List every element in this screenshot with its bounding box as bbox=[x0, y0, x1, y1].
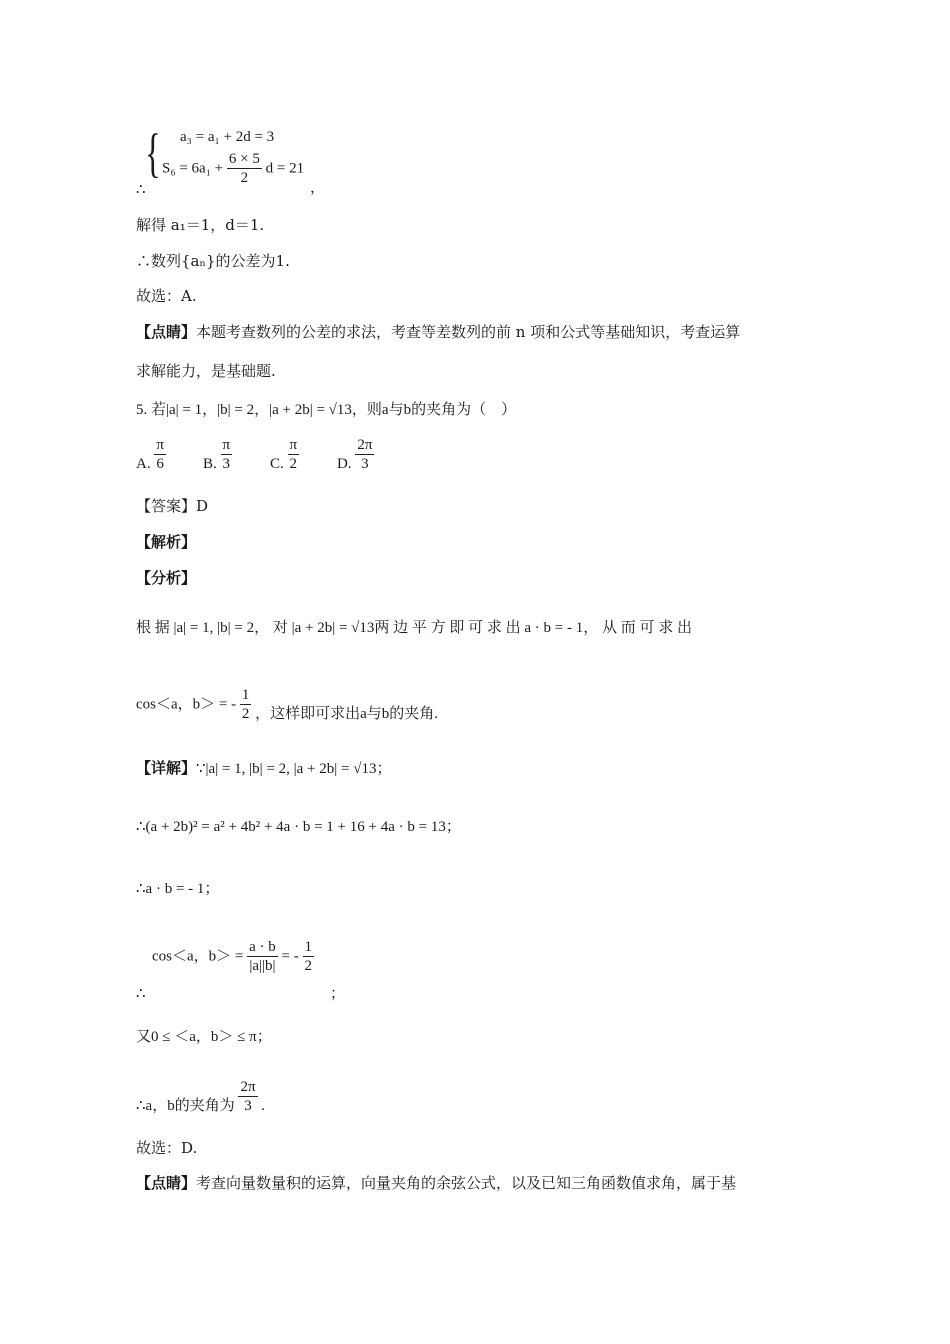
option-letter: C. bbox=[270, 456, 284, 472]
detail-line1 bbox=[136, 760, 391, 778]
therefore-symbol: ∴ bbox=[136, 180, 146, 198]
system-eq2 bbox=[162, 150, 304, 194]
fraction-numerator: 6 × 5 bbox=[228, 151, 260, 167]
comment-label: 【点睛】 bbox=[136, 1174, 197, 1192]
fraction-numerator: π bbox=[156, 437, 164, 453]
option-letter: D. bbox=[337, 456, 352, 472]
fraction-denominator: 3 bbox=[222, 456, 231, 472]
detail-line4-end: ； bbox=[330, 984, 346, 1002]
option-b bbox=[203, 436, 232, 480]
comment-label: 【点睛】 bbox=[136, 323, 197, 341]
fraction-numerator: 2π bbox=[357, 437, 373, 453]
question5-stem bbox=[136, 401, 516, 419]
option-a bbox=[136, 436, 166, 480]
fraction-numerator: 1 bbox=[304, 939, 312, 955]
analysis-fraction bbox=[240, 686, 252, 723]
option-d bbox=[337, 436, 374, 480]
fraction-numerator: a · b bbox=[249, 939, 276, 955]
choose-d-line: 故选：D. bbox=[136, 1139, 198, 1157]
fraction-numerator: 2π bbox=[240, 1079, 256, 1095]
system-eq2-fraction bbox=[227, 150, 262, 187]
detail-line4 bbox=[152, 938, 314, 998]
detail-text1: ∵|a| = 1, |b| = 2, |a + 2b| = √13； bbox=[196, 761, 392, 777]
option-d-fraction bbox=[355, 436, 374, 473]
fraction-denominator: 3 bbox=[244, 1098, 252, 1114]
comment1-line1 bbox=[136, 323, 740, 341]
fraction-denominator: 2 bbox=[289, 456, 298, 472]
fraction-numerator: π bbox=[289, 437, 298, 453]
detail-line4-therefore: ∴ bbox=[136, 984, 146, 1002]
detail-dot-fraction bbox=[247, 938, 278, 975]
comment2-text: 考查向量数量积的运算，向量夹角的余弦公式，以及已知三角函数值求角，属于基 bbox=[196, 1174, 737, 1192]
question5-prefix: 5. 若 bbox=[136, 402, 167, 418]
detail-line5: 又0 ≤ ＜a，b＞ ≤ π； bbox=[136, 1029, 272, 1045]
option-b-fraction bbox=[221, 436, 233, 473]
choose-a-line: 故选：A. bbox=[136, 287, 197, 305]
system-eq2-right: d = 21 bbox=[265, 160, 305, 177]
detail-line2: ∴(a + 2b)² = a² + 4b² + 4a · b = 1 + 16 + 4a · b = 13； bbox=[136, 819, 461, 835]
fenxi-heading: 【分析】 bbox=[136, 569, 197, 587]
option-letter: A. bbox=[136, 456, 151, 472]
analysis-line1: 根 据 |a| = 1, |b| = 2， 对 |a + 2b| = √13两 边 平 方 即 可 求 出 a · b = - 1， 从 而 可 求 出 bbox=[136, 620, 693, 636]
analysis-line2 bbox=[136, 686, 438, 730]
option-a-fraction bbox=[154, 436, 166, 473]
fraction-denominator: 2 bbox=[240, 170, 249, 186]
comment1-line2: 求解能力，是基础题. bbox=[136, 362, 276, 380]
fraction-denominator: 6 bbox=[156, 456, 164, 472]
detail-cos-expression: cos＜a，b＞ = bbox=[152, 948, 244, 965]
option-letter: B. bbox=[203, 456, 217, 472]
analysis-cos-expression: cos＜a，b＞ = - bbox=[136, 696, 237, 713]
fraction-denominator: 2 bbox=[304, 958, 312, 974]
jiexi-heading: 【解析】 bbox=[136, 533, 197, 551]
fraction-numerator: 1 bbox=[241, 687, 250, 703]
system-eq2-left: S₆ = 6a₁ + bbox=[162, 160, 224, 177]
fraction-denominator: 3 bbox=[361, 456, 369, 472]
left-brace: { bbox=[145, 123, 161, 183]
fraction-denominator: 2 bbox=[241, 706, 250, 722]
option-c-fraction bbox=[288, 436, 300, 473]
solve-line: 解得 a₁＝1，d＝1. bbox=[136, 216, 265, 234]
fraction-denominator: |a||b| bbox=[249, 958, 276, 974]
detail-line6 bbox=[136, 1078, 265, 1122]
comment2-line bbox=[136, 1174, 736, 1192]
detail-label: 【详解】 bbox=[136, 761, 197, 777]
system-trailing-comma: ， bbox=[310, 178, 326, 196]
answer-line: 【答案】D bbox=[136, 497, 209, 515]
detail-period: . bbox=[261, 1098, 266, 1114]
analysis-suffix: ，这样即可求出a与b的夹角. bbox=[255, 706, 439, 722]
option-c bbox=[270, 436, 299, 480]
detail-half-fraction bbox=[303, 938, 315, 975]
system-eq1: a₃ = a₁ + 2d = 3 bbox=[180, 129, 275, 145]
comment1-text1: 本题考查数列的公差的求法，考查等差数列的前 n 项和公式等基础知识，考查运算 bbox=[196, 323, 741, 341]
detail-angle-fraction bbox=[238, 1078, 257, 1115]
detail-equals-minus: = - bbox=[281, 948, 299, 965]
detail-angle-text: ∴a，b的夹角为 bbox=[136, 1098, 235, 1114]
question5-text: |a| = 1，|b| = 2，|a + 2b| = √13，则a与b的夹角为（ ） bbox=[166, 402, 517, 418]
fraction-numerator: π bbox=[222, 437, 231, 453]
detail-line3: ∴a · b = - 1； bbox=[136, 881, 220, 897]
common-difference-line: ∴数列{aₙ}的公差为1. bbox=[136, 252, 290, 270]
